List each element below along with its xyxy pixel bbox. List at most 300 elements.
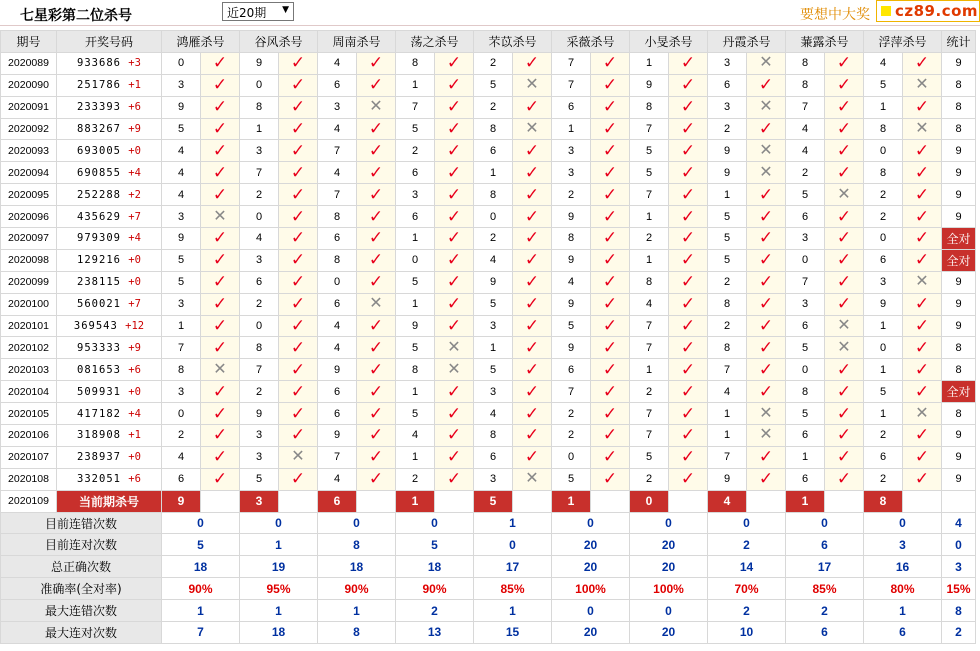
summary-value: 20 (630, 556, 708, 578)
kill-number: 9 (630, 74, 669, 96)
check-icon: ✓ (680, 119, 696, 138)
result-cell (669, 228, 708, 250)
kill-number: 2 (396, 468, 435, 490)
kill-number: 4 (318, 337, 357, 359)
result-cell (357, 206, 396, 228)
check-icon: ✓ (290, 228, 306, 248)
result-cell (279, 74, 318, 96)
check-icon: ✓ (290, 53, 306, 73)
period-number: 2020093 (1, 140, 57, 162)
cross-icon: ✕ (447, 338, 461, 356)
check-icon: ✓ (602, 184, 618, 204)
result-cell (591, 184, 630, 206)
result-cell (825, 425, 864, 447)
kill-number: 2 (864, 206, 903, 228)
draw-digits: 509931 (77, 385, 121, 398)
check-icon: ✓ (446, 184, 462, 204)
draw-diff: +3 (128, 57, 141, 70)
draw-diff: +6 (128, 101, 141, 114)
period-select[interactable] (222, 2, 294, 21)
result-cell (201, 271, 240, 293)
result-cell (747, 425, 786, 447)
summary-value: 6 (786, 534, 864, 556)
result-cell (435, 315, 474, 337)
result-cell (591, 425, 630, 447)
result-cell (279, 403, 318, 425)
kill-number: 9 (708, 162, 747, 184)
result-cell (513, 403, 552, 425)
result-cell (669, 446, 708, 468)
draw-number (57, 162, 162, 184)
kill-number: 2 (474, 52, 513, 74)
check-icon: ✓ (680, 184, 696, 204)
draw-digits: 979309 (77, 232, 121, 245)
stat-count: 8 (942, 96, 976, 118)
result-cell (591, 337, 630, 359)
kill-number: 9 (318, 359, 357, 381)
check-icon: ✓ (290, 403, 306, 423)
result-cell (201, 206, 240, 228)
column-header: 小旻杀号 (630, 31, 708, 53)
draw-digits: 435629 (77, 210, 121, 223)
check-icon: ✓ (290, 162, 306, 182)
summary-value: 5 (162, 534, 240, 556)
check-icon: ✓ (446, 250, 462, 270)
check-icon: ✓ (524, 381, 540, 401)
result-cell (357, 184, 396, 206)
kill-number: 6 (552, 359, 591, 381)
draw-diff: +1 (128, 79, 141, 92)
kill-number: 6 (396, 162, 435, 184)
kill-number: 1 (864, 315, 903, 337)
kill-number: 8 (318, 249, 357, 271)
period-number: 2020101 (1, 315, 57, 337)
kill-number: 4 (162, 140, 201, 162)
column-header: 芣苡杀号 (474, 31, 552, 53)
result-cell (357, 468, 396, 490)
summary-row (1, 534, 976, 556)
summary-row (1, 578, 976, 600)
result-cell (357, 249, 396, 271)
kill-number: 2 (552, 425, 591, 447)
check-icon: ✓ (290, 140, 306, 160)
summary-value: 1 (864, 600, 942, 622)
summary-value: 20 (630, 534, 708, 556)
result-cell (903, 271, 942, 293)
kill-number: 8 (318, 206, 357, 228)
summary-value: 100% (552, 578, 630, 600)
draw-number (57, 74, 162, 96)
kill-number: 0 (864, 337, 903, 359)
kill-number: 5 (864, 74, 903, 96)
kill-number: 1 (396, 381, 435, 403)
draw-diff: +6 (128, 363, 141, 376)
result-cell (747, 271, 786, 293)
check-icon: ✓ (290, 316, 306, 336)
cross-icon: ✕ (525, 120, 539, 137)
result-cell (513, 118, 552, 140)
summary-value: 90% (318, 578, 396, 600)
kill-number: 2 (630, 228, 669, 250)
check-icon: ✓ (212, 316, 228, 336)
result-cell (357, 425, 396, 447)
draw-digits: 369543 (73, 320, 118, 333)
empty-cell (825, 490, 864, 512)
kill-number: 7 (318, 140, 357, 162)
table-row (1, 293, 976, 315)
result-cell (825, 52, 864, 74)
result-cell (747, 52, 786, 74)
kill-number: 0 (318, 271, 357, 293)
check-icon: ✓ (524, 184, 540, 204)
result-cell (435, 184, 474, 206)
result-cell (279, 381, 318, 403)
kill-number: 2 (708, 118, 747, 140)
kill-number: 1 (630, 206, 669, 228)
summary-row (1, 556, 976, 578)
result-cell (279, 293, 318, 315)
kill-number: 1 (474, 162, 513, 184)
stat-count: 9 (942, 293, 976, 315)
column-header: 期号 (1, 31, 57, 53)
table-row (1, 140, 976, 162)
check-icon: ✓ (602, 337, 618, 357)
check-icon: ✓ (914, 228, 930, 248)
kill-number: 5 (396, 118, 435, 140)
check-icon: ✓ (680, 359, 696, 379)
stat-count: 全对 (942, 381, 976, 403)
result-cell (903, 403, 942, 425)
result-cell (903, 162, 942, 184)
result-cell (513, 74, 552, 96)
check-icon: ✓ (914, 381, 930, 401)
result-cell (903, 140, 942, 162)
stat-count: 8 (942, 359, 976, 381)
stat-count: 9 (942, 162, 976, 184)
result-cell (669, 425, 708, 447)
kill-number: 7 (318, 184, 357, 206)
kill-number: 9 (474, 271, 513, 293)
check-icon: ✓ (914, 140, 930, 160)
result-cell (357, 403, 396, 425)
result-cell (825, 359, 864, 381)
kill-number: 5 (474, 359, 513, 381)
check-icon: ✓ (446, 294, 462, 314)
current-kill-number: 4 (708, 490, 747, 512)
kill-number: 4 (318, 468, 357, 490)
kill-number: 5 (630, 140, 669, 162)
result-cell (669, 96, 708, 118)
result-cell (825, 206, 864, 228)
check-icon: ✓ (836, 447, 852, 467)
kill-number: 3 (162, 74, 201, 96)
result-cell (825, 228, 864, 250)
period-number: 2020090 (1, 74, 57, 96)
result-cell (513, 381, 552, 403)
result-cell (279, 52, 318, 74)
result-cell (201, 337, 240, 359)
draw-digits: 933686 (77, 57, 121, 70)
check-icon: ✓ (680, 447, 696, 467)
result-cell (279, 315, 318, 337)
result-cell (747, 293, 786, 315)
check-icon: ✓ (602, 162, 618, 182)
current-kill-number: 0 (630, 490, 669, 512)
result-cell (825, 315, 864, 337)
kill-number: 8 (786, 52, 825, 74)
result-cell (435, 468, 474, 490)
check-icon: ✓ (212, 184, 228, 204)
result-cell (279, 271, 318, 293)
result-cell (357, 315, 396, 337)
kill-number: 1 (162, 315, 201, 337)
kill-number: 2 (396, 140, 435, 162)
check-icon: ✓ (914, 97, 930, 117)
check-icon: ✓ (212, 75, 228, 95)
check-icon: ✓ (680, 250, 696, 270)
result-cell (747, 118, 786, 140)
kill-number: 8 (474, 118, 513, 140)
empty-cell (357, 490, 396, 512)
draw-digits: 251786 (77, 79, 121, 92)
result-cell (279, 206, 318, 228)
kill-number: 9 (318, 425, 357, 447)
draw-digits: 129216 (77, 254, 121, 267)
check-icon: ✓ (524, 403, 540, 423)
result-cell (201, 140, 240, 162)
kill-number: 5 (708, 206, 747, 228)
summary-value: 80% (864, 578, 942, 600)
result-cell (435, 403, 474, 425)
result-cell (825, 446, 864, 468)
kill-number: 7 (786, 271, 825, 293)
stat-count: 8 (942, 118, 976, 140)
kill-number: 4 (786, 118, 825, 140)
result-cell (903, 293, 942, 315)
result-cell (357, 359, 396, 381)
empty-cell (435, 490, 474, 512)
stat-count: 9 (942, 271, 976, 293)
result-cell (903, 468, 942, 490)
check-icon: ✓ (368, 206, 384, 226)
stat-count: 8 (942, 403, 976, 425)
result-cell (591, 468, 630, 490)
result-cell (591, 162, 630, 184)
check-icon: ✓ (212, 294, 228, 314)
stat-count: 9 (942, 468, 976, 490)
kill-number: 0 (240, 74, 279, 96)
draw-number (57, 206, 162, 228)
result-cell (825, 468, 864, 490)
result-cell (279, 96, 318, 118)
check-icon: ✓ (446, 228, 462, 248)
result-cell (435, 118, 474, 140)
period-number: 2020104 (1, 381, 57, 403)
result-cell (825, 403, 864, 425)
result-cell (591, 140, 630, 162)
kill-number: 3 (396, 184, 435, 206)
cross-icon: ✕ (915, 273, 929, 291)
summary-value: 17 (474, 556, 552, 578)
result-cell (201, 52, 240, 74)
result-cell (825, 74, 864, 96)
result-cell (201, 162, 240, 184)
kill-number: 8 (552, 228, 591, 250)
check-icon: ✓ (602, 206, 618, 226)
result-cell (825, 293, 864, 315)
draw-diff: +2 (128, 188, 141, 201)
check-icon: ✓ (758, 250, 774, 270)
kill-number: 2 (630, 381, 669, 403)
promo-link[interactable]: 要想中大奖 (800, 7, 870, 23)
check-icon: ✓ (758, 228, 774, 248)
check-icon: ✓ (914, 469, 930, 489)
result-cell (201, 249, 240, 271)
summary-value: 19 (240, 556, 318, 578)
result-cell (435, 52, 474, 74)
result-cell (357, 162, 396, 184)
result-cell (279, 337, 318, 359)
kill-number: 7 (552, 381, 591, 403)
result-cell (513, 228, 552, 250)
check-icon: ✓ (212, 447, 228, 467)
draw-digits: 238115 (77, 276, 121, 289)
check-icon: ✓ (446, 316, 462, 336)
summary-value: 1 (318, 600, 396, 622)
logo-square-icon (881, 6, 891, 16)
kill-number: 7 (552, 74, 591, 96)
result-cell (279, 228, 318, 250)
kill-number: 5 (786, 337, 825, 359)
kill-number: 0 (162, 52, 201, 74)
summary-row (1, 622, 976, 644)
check-icon: ✓ (524, 140, 540, 160)
summary-value: 90% (162, 578, 240, 600)
check-icon: ✓ (914, 425, 930, 445)
draw-digits: 332051 (77, 473, 121, 486)
result-cell (591, 118, 630, 140)
check-icon: ✓ (680, 140, 696, 160)
kill-number: 2 (708, 315, 747, 337)
result-cell (669, 337, 708, 359)
result-cell (903, 381, 942, 403)
summary-value: 0 (240, 512, 318, 534)
check-icon: ✓ (290, 381, 306, 401)
summary-value: 0 (864, 512, 942, 534)
draw-number (57, 403, 162, 425)
summary-value: 18 (162, 556, 240, 578)
result-cell (279, 162, 318, 184)
summary-stat: 3 (942, 556, 976, 578)
kill-number: 6 (318, 293, 357, 315)
summary-value: 7 (162, 622, 240, 644)
period-number: 2020106 (1, 425, 57, 447)
table-row (1, 359, 976, 381)
summary-value: 0 (630, 512, 708, 534)
site-logo[interactable] (876, 0, 980, 22)
period-select-value: 近20期 (227, 6, 267, 20)
check-icon: ✓ (758, 184, 774, 204)
result-cell (747, 446, 786, 468)
kill-number: 0 (552, 446, 591, 468)
result-cell (435, 425, 474, 447)
check-icon: ✓ (758, 469, 774, 489)
stat-count: 8 (942, 74, 976, 96)
result-cell (279, 140, 318, 162)
result-cell (591, 228, 630, 250)
kill-number: 7 (630, 425, 669, 447)
table-row (1, 52, 976, 74)
stat-count: 全对 (942, 228, 976, 250)
summary-value: 70% (708, 578, 786, 600)
draw-number (57, 425, 162, 447)
cross-icon: ✕ (915, 120, 929, 137)
check-icon: ✓ (602, 140, 618, 160)
check-icon: ✓ (836, 403, 852, 423)
cross-icon: ✕ (759, 163, 773, 181)
current-kill-number: 3 (240, 490, 279, 512)
result-cell (513, 425, 552, 447)
check-icon: ✓ (212, 403, 228, 423)
result-cell (747, 206, 786, 228)
result-cell (201, 446, 240, 468)
kill-number: 2 (864, 184, 903, 206)
cross-icon: ✕ (915, 404, 929, 422)
summary-value: 1 (240, 534, 318, 556)
check-icon: ✓ (290, 337, 306, 357)
result-cell (669, 403, 708, 425)
summary-value: 6 (786, 622, 864, 644)
result-cell (435, 359, 474, 381)
check-icon: ✓ (680, 294, 696, 314)
summary-stat: 0 (942, 534, 976, 556)
cross-icon: ✕ (525, 76, 539, 94)
result-cell (357, 381, 396, 403)
summary-value: 100% (630, 578, 708, 600)
kill-number: 9 (708, 468, 747, 490)
check-icon: ✓ (446, 469, 462, 489)
kill-number: 7 (318, 446, 357, 468)
kill-number: 5 (396, 337, 435, 359)
check-icon: ✓ (914, 337, 930, 357)
column-header: 周南杀号 (318, 31, 396, 53)
kill-number: 6 (240, 271, 279, 293)
result-cell (357, 271, 396, 293)
column-header: 蒹露杀号 (786, 31, 864, 53)
kill-number: 7 (240, 359, 279, 381)
cross-icon: ✕ (291, 448, 305, 466)
result-cell (513, 206, 552, 228)
table-row (1, 381, 976, 403)
cross-icon: ✕ (525, 470, 539, 488)
kill-number: 9 (552, 293, 591, 315)
result-cell (357, 74, 396, 96)
kill-number: 2 (552, 184, 591, 206)
result-cell (747, 337, 786, 359)
check-icon: ✓ (602, 447, 618, 467)
chevron-down-icon: ▼ (282, 5, 289, 15)
check-icon: ✓ (368, 316, 384, 336)
check-icon: ✓ (914, 359, 930, 379)
check-icon: ✓ (368, 162, 384, 182)
result-cell (903, 184, 942, 206)
result-cell (747, 381, 786, 403)
result-cell (747, 184, 786, 206)
kill-number: 8 (474, 425, 513, 447)
kill-number: 2 (240, 184, 279, 206)
result-cell (357, 52, 396, 74)
stat-count: 9 (942, 52, 976, 74)
